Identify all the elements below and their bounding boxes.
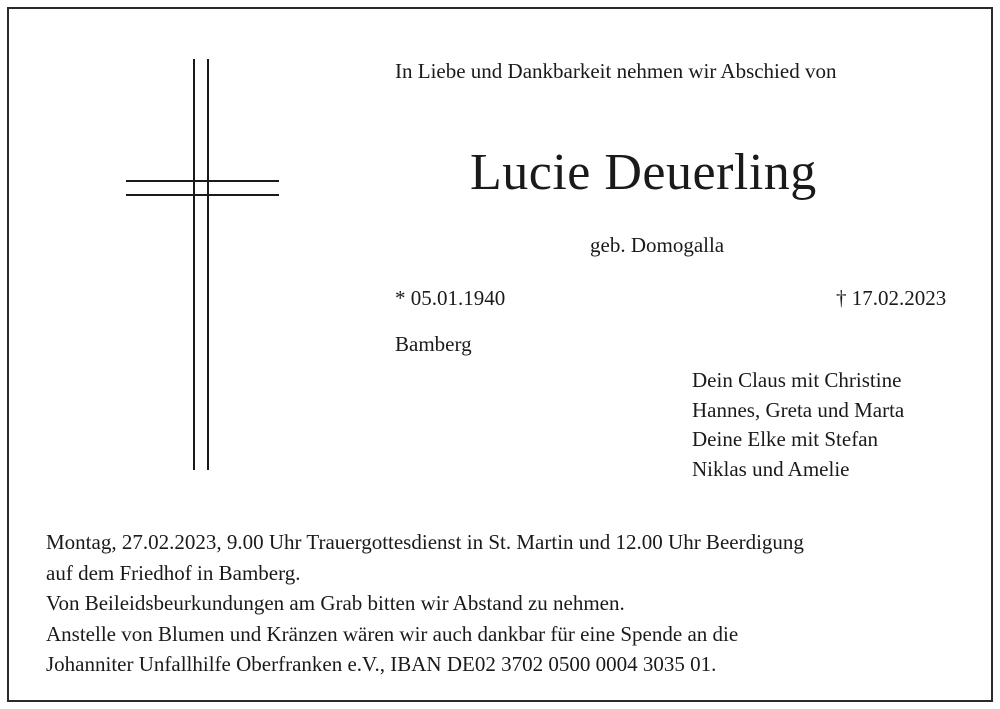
notice-line: Montag, 27.02.2023, 9.00 Uhr Trauergottesdienst in St. Martin und 12.00 Uhr Beerdigung [46, 530, 804, 554]
family-line: Dein Claus mit Christine [692, 368, 902, 392]
service-notice [46, 527, 804, 680]
family-line: Hannes, Greta und Marta [692, 397, 905, 422]
death-date: † 17.02.2023 [836, 286, 947, 310]
family-line: Deine Elke mit Stefan [692, 427, 879, 451]
family-line: Niklas und Amelie [692, 456, 850, 481]
notice-line: Von Beileidsbeurkundungen am Grab bitten wir Abstand zu nehmen. [46, 591, 625, 615]
family-list [692, 366, 904, 484]
deceased-name: Lucie Deuerling [470, 144, 817, 201]
birth-date: * 05.01.1940 [395, 286, 506, 310]
cross-icon [126, 59, 279, 470]
place-name: Bamberg [395, 332, 472, 356]
notice-line: Johanniter Unfallhilfe Oberfranken e.V., IBAN DE02 3702 0500 0004 3035 01. [46, 652, 717, 676]
notice-line: Anstelle von Blumen und Kränzen wären wir auch dankbar für eine Spende an die [46, 621, 739, 646]
maiden-name: geb. Domogalla [590, 233, 725, 257]
intro-text: In Liebe und Dankbarkeit nehmen wir Abschied von [395, 59, 837, 83]
notice-line: auf dem Friedhof in Bamberg. [46, 560, 301, 585]
